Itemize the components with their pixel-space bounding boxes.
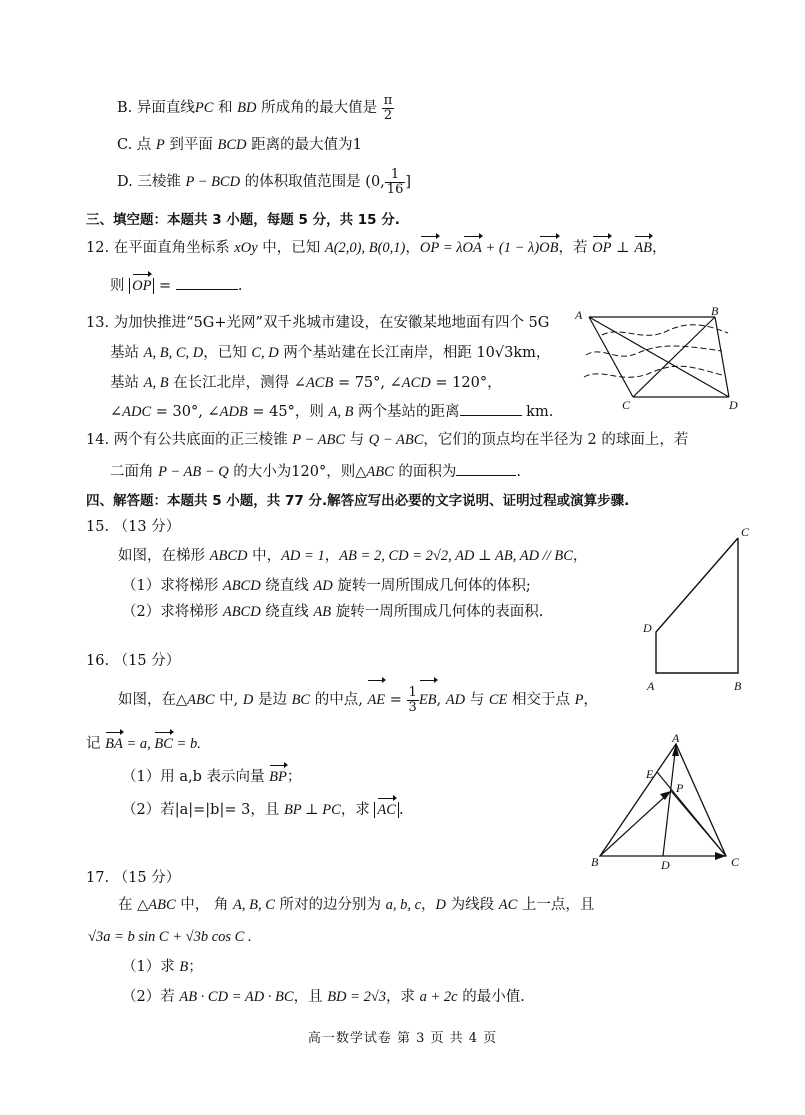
q16-header: 16. （15 分） [86,653,181,669]
q15-figure [638,520,758,695]
q13-line-ad [589,317,729,397]
q13-figure [572,305,748,413]
fraction-1-over-3: $\frac{1}{3}$ [408,684,417,715]
q16-segment-bp [600,791,671,856]
q17-line2: √3a = b sin C + √3b cos C . [88,929,252,945]
q13-line-bc [633,317,715,397]
q12-line1: 12. 在平面直角坐标系 xOy 中，已知 A(2,0), B(0,1)，OP = λOA + (1 − λ)OB，若 OP ⊥ AB， [86,240,667,256]
q13-answer-blank[interactable] [460,401,522,416]
q16-label-c: C [731,855,740,869]
q16-label-a: A [672,731,680,745]
q15-label-b: B [734,679,742,693]
page-footer: 高一数学试卷 第 3 页 共 4 页 [307,1031,498,1046]
q17-line1: 在 △ABC 中， 角 A, B, C 所对的边分别为 a, b, c，D 为线段 AC 上一点，且 [118,897,595,913]
q13-river-line-3 [584,366,722,377]
q13-label-c: C [622,398,631,412]
fraction-pi-over-2: $\frac{\pi}{2}$ [383,92,393,123]
q13-label-a: A [575,308,583,322]
q13-label-b: B [711,305,719,318]
q17-header: 17. （15 分） [86,870,181,886]
q13-river-line-1 [602,325,728,336]
q15-part2: （2）求将梯形 ABCD 绕直线 AB 旋转一周所围成几何体的表面积. [122,604,544,620]
q16-arrow-ad [672,744,679,756]
q16-line1: 如图，在△ABC 中, D 是边 BC 的中点, AE = $\frac{1}{3}$ EB, AD 与 CE 相交于点 P， [118,682,598,718]
q16-part1: （1）用 a,b 表示向量 BP； [122,769,302,785]
q16-label-d: D [661,858,670,870]
q13-line3: 基站 A, B 在长江北岸，测得 ∠ACB = 75°, ∠ACD = 120°， [110,375,502,391]
q12-line2: 则 OP = . [110,275,242,296]
option-b: B. 异面直线PC 和 BD 所成角的最大值是 $\frac{\pi}{2}$ [117,92,393,123]
q13-line1: 13. 为加快推进“5G+光网”双千兆城市建设，在安徽某地地面有四个 5G [86,315,550,331]
q13-line2: 基站 A, B, C, D，已知 C, D 两个基站建在长江南岸，相距 10√3km， [110,345,551,361]
section-4-heading: 四、解答题：本题共 5 小题，共 77 分.解答应写出必要的文字说明、证明过程或演算步骤. [86,493,630,509]
option-d: D. 三棱锥 P − BCD 的体积取值范围是 (0, $\frac{1}{16}$ ] [117,166,412,197]
q16-figure [588,730,750,870]
q15-trapezoid [656,538,738,673]
q15-line1: 如图，在梯形 ABCD 中，AD = 1，AB = 2, CD = 2√2, AD ⊥ AB, AD // BC， [118,548,588,564]
q15-label-d: D [643,621,652,635]
q15-label-a: A [647,679,655,693]
section-3-heading: 三、填空题：本题共 3 小题，每题 5 分，共 15 分. [86,212,400,228]
q16-label-p: P [676,781,684,795]
q16-label-b: B [591,855,599,869]
q17-part2: （2）若 AB · CD = AD · BC，且 BD = 2√3，求 a + 2c 的最小值. [122,989,525,1005]
q16-segment-pc [671,791,726,856]
q12-answer-blank[interactable] [176,275,238,290]
fraction-1-over-16: $\frac{1}{16}$ [386,166,404,197]
q14-answer-blank[interactable] [456,461,516,476]
q16-line2: 记 BA = a, BC = b. [86,736,201,752]
q15-header: 15. （13 分） [86,519,181,535]
q14-line1: 14. 两个有公共底面的正三棱锥 P − ABC 与 Q − ABC，它们的顶点均在半径为 2 的球面上，若 [86,432,689,448]
q17-part1: （1）求 B； [122,959,203,975]
q15-part1: （1）求将梯形 ABCD 绕直线 AD 旋转一周所围成几何体的体积; [122,578,531,594]
q14-line2: 二面角 P − AB − Q 的大小为120°，则△ABC 的面积为 . [110,461,521,482]
q13-line4: ∠ADC = 30°, ∠ADB = 45°，则 A, B 两个基站的距离 km. [110,401,553,422]
option-c: C. 点 P 到平面 BCD 距离的最大值为1 [117,137,362,153]
q15-label-c: C [741,525,750,539]
q16-part2: （2）若|a|=|b|= 3，且 BP ⊥ PC，求 AC . [122,802,404,818]
q16-label-e: E [646,767,654,781]
q13-label-d: D [729,398,738,412]
